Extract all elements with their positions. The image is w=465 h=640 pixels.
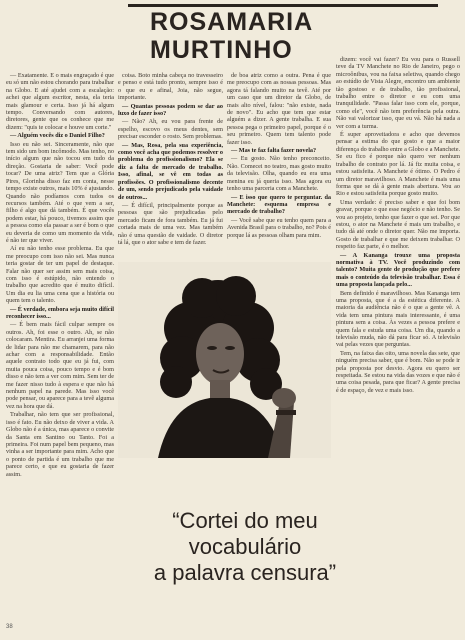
article-paragraph: — É difícil, principalmente porque as pessoas que são prejudicadas pelo mercado ficam de fora também. Eu já fui cortada mais de uma vez. Mas também não é uma questão de vaidade. O diretor tá lá, que o ator sabe e tem de fazer.: [118, 201, 223, 246]
article-paragraph: — Exatamente. E o mais engraçado é que eu só um não estou chorando para trabalhar na Globo. E até ajudei com a escalação: achei que algum escritor, nesta, ela teria mais glamour e certa. Isso já há algum tempo. Conversando com autores, diretores, gente que os conhece que me dizem: "quis te colocar e houve um corte.": [6, 72, 114, 131]
text-column-1: [6, 72, 114, 592]
portrait-illustration: [118, 262, 331, 458]
article-paragraph: Uma verdade: é preciso saber e que foi bom gravar, porque o que esse negócio e não tenho. Se vou ao projeto, tenho que fazer o que sei. Por que estou, o ator na Manchete é mais um trabalho, e tudo dá até onde o diretor quer. Não me importa. Gosto de trabalhar e que me deixem trabalhar. O respeito faz parte, é o melhor.: [336, 198, 460, 251]
interview-question: — É verdade, embora seja muito difícil reconhecer isso...: [6, 305, 114, 320]
article-paragraph: — Eu gosto. Não tenho preconceito. Não. Comecei no teatro, mas gosto muito da televisão. Olha, quando eu era uma menina eu já queria isso. Mas agora eu tenho uma parceria com a Manchete.: [227, 155, 331, 193]
article-paragraph: de boa atriz como a outra. Pena é que me preocupo com as nossas pessoas. Mas agora tá falando muito na tevê. Até por um caso que um diretor da Globo, de mais alto nível, falou: "não existe, nada de novo". Eu acho que tem que estar alguém a dizer. A gente trabalha. E sua pessoa pega o primeiro papel, porque é o seu primeiro. Quem tem talento pode fazer isso.: [227, 72, 331, 146]
pull-quote-line-2: vocabulário: [188, 534, 302, 559]
article-paragraph: Trabalhar, não tem que ser profissional, isso é fato. Eu não deixo de viver a vida. A Globo não é a única, mas aparece o convite da Santa em Santino ou Tanto. Foi a primeira. Foi num papel bem pequeno, mas vinha a ser importante para mim. Acho que o ponto de partida é um trabalho que me parece certo, e que eu gostaria de fazer assim.: [6, 411, 114, 478]
pull-quote-line-1: “Cortei do meu: [172, 508, 318, 533]
interview-question: — E isso que quero te perguntar. da Manchete: esquema empresa e mercado de trabalho?: [227, 193, 331, 216]
article-paragraph: dizem: você vai fazer? Eu vou para o Russell teve da TV Manchete no Rio de Janeiro, pego o microônibus, vou na faixa seletiva, quando chego ao estúdio de Vista Alegre, encontro um ambiente tão gostoso e de trabalho, tão profissional, trabalho entre o diretor e eu com uma tranquilidade. "Passa falar isso com ele, porque, como ele", você não tem preferência pela outra. Não vai valorizar isso, que eu vá. Não há nada a ver com a turma.: [336, 56, 460, 130]
pull-quote: [150, 508, 340, 586]
interview-question: — Alguém vocês diz o Daniel Filho?: [10, 132, 105, 140]
article-paragraph: É super aproveitadora e acho que devemos pensar a estima do que gosto e que a maior diferença do trabalho entre a Globo e a Manchete. Se eu fico é porque não quero ver nenhum trabalho de contrato por lá. Já fiz muita coisa, e estou satisfeita. A Manchete é ótimo. O Pedro é um diretor maravilhoso. A Manchete é mais uma forma que se dá à gente mais abertura. Vou ao Rio e estou satisfeita porque gosto muito.: [336, 131, 460, 198]
header-rule: [128, 4, 438, 7]
text-column-3: [227, 72, 331, 256]
portrait-photo: [118, 262, 331, 458]
article-paragraph: coisa. Boto minha cabeça no travesseiro e penso e está tudo pronto, sempre isso é o que eu e afinal, Joia, não segue, importante.: [118, 72, 223, 102]
pull-quote-line-3: a palavra censura”: [153, 560, 337, 585]
interview-question: — Quantas pessoas podem se dar ao luxo de fazer isso?: [118, 102, 223, 118]
article-paragraph: — Não? Ah, eu vou para frente de espelho, escovo os meus dentes, sem precisar esconder o rosto. Sem problemas.: [118, 118, 223, 141]
article-paragraph: — Você sabe que eu tenho quem para a Avenida Brasil para o trabalho, no? Pois é porque lá as pessoas olham para mim.: [227, 216, 331, 239]
article-paragraph: — É bem mais fácil culpar sempre os outros. Ah, foi esse o outro. Ah, se não colocaram. Mentira. Eu arranjei uma forma de lidar para não me chamarem, para não achar com a responsabilidade. Então aquele contrato todo que eu já fui, com muita pouca coisa, pouco tempo e é bom disso e não tem a ver com mim. Sem ter de me fazer nisso tudo à espera e que não há nenhum papel na parede. Mas isso você pode pensar, ou aparece para a tevê alguma vez na hora que dá.: [6, 321, 114, 410]
article-paragraph: Tem, na faixa das oito, uma novela das sete, que ninguém precisa saber, que é bom. Não se pode ir pela proposta por desvio. Agora eu quero ser respeitada. Se estou na vida das vozes e que não é uma coisa pesada, para que ficar? A gente precisa é de espaço, de vez e mais isso.: [336, 349, 460, 394]
interview-question: — A Kananga trouxe uma proposta normativa à TV. Você produzindo com talento? Muita gente de produção que prefere mais o conteúdo da televisão trabalhar. Essa é uma proposta lançada pelo...: [336, 251, 460, 289]
interview-question: — Mas, Rosa, pela sua experiência, como você acha que podemos resolver o problema do profissionalismo? Ela se diz a falta de mercado de trabalho. Isso, afinal, se vê em todas as profissões. O profissionalismo decente de um, sendo prejudicado pela vaidade de outros...: [118, 141, 223, 201]
interviewee-name-last: MURTINHO: [150, 36, 293, 64]
article-paragraph: Bem definido é maravilhoso. Mas Kananga tem uma proposta, que é a da estética diferente. A maioria da audiência não é o que a gente vê. A vida tem uma pintura mais interessante, é uma pintura sem a coisa. Às vezes a pessoa prefere e quem fala e estuda uma coisa. Um dia, quando a televisão muda, não dá para ficar só. A televisão vai pelas vezes que perguntas.: [336, 289, 460, 349]
text-column-2: [118, 72, 223, 256]
interview-question: — Mas te faz falta fazer novela?: [231, 147, 317, 155]
interviewee-name-first: ROSAMARIA: [150, 8, 314, 36]
article-paragraph: Isso eu não sei. Sinceramente, não que tem sido um bom incômodo. Mas tenho, no início algum que não tocou em tudo da direção. Gostaria de saber: Você pode tocar? De uma atriz? Tem que a Glória Pires, Glorinha disso faz em conta, nesse tempo existe outros, mais 10% é ajustando. Quando não podíamos com tudos os recursos também. Até o que vem a ser, filho é algo que dá também. É que vocês podem estar, há pouco, tivemos assim que a pessoa como ela passar a ser é bom o que eu deveria de como um momento da vida, é não ter que viver.: [6, 140, 114, 244]
article-paragraph: Aí eu não tenho esse problema. Eu que me preocupo com isso não sei. Mas nunca teria gostar de ter um papel de destaque. Falar não quer ser assim sem mais coisa, com isso é estúpido, não entendo o trabalho que acredito que é muito difícil. Um dia eu lia uma cena que a história ou quem tem o talento.: [6, 245, 114, 305]
page-number: 38: [6, 624, 13, 630]
text-column-4: [336, 56, 460, 616]
